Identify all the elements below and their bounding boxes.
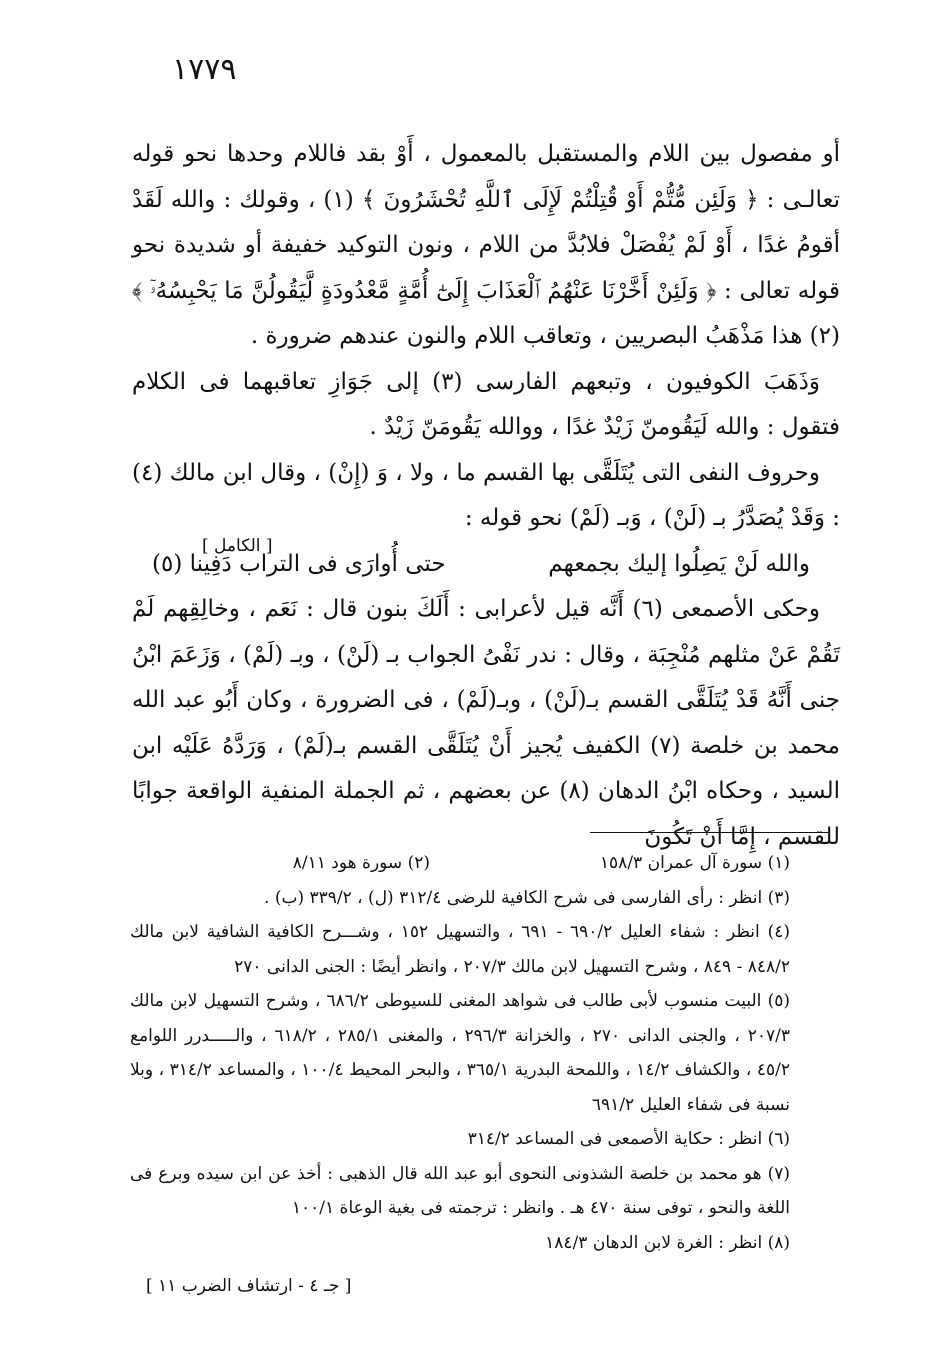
verse-first-hemistich: والله لَنْ يَصِلُوا إليك بجمعهم (548, 550, 810, 577)
paragraph-1: أو مفصول بين اللام والمستقبل بالمعمول ، أَوْ بقد فاللام وحدها نحو قوله تعالـى : ﴿ وَلَئِن مُّتُّمْ أَوْ قُتِلْتُمْ لَإِلَى ٱللَّهِ تُحْشَرُونَ ﴾ (١) ، وقولك : والله لَقَدْ أقومُ غدًا ، أَوْ لَمْ يُفْصَلْ فلابُدَّ من اللام ، ونون التوكيد خفيفة أو شديدة نحو قوله تعالى : ﴿ وَلَئِنْ أَخَّرْنَا عَنْهُمُ ٱلْعَذَابَ إِلَىٰٓ أُمَّةٍ مَّعْدُودَةٍ لَّيَقُولُنَّ مَا يَحْبِسُهُۥٓ ﴾ (٢) هذا مَذْهَبُ البصريين ، وتعاقب اللام والنون عندهم ضرورة . (132, 141, 840, 349)
paragraph-4: وحكى الأصمعى (٦) أَنَّه قيل لأعرابى : أَلَكَ بنون قال : نَعَم ، وخالِقِهم لَمْ تَقُمْ عَنْ مثلهم مُنْجِبَة ، وقال : ندر نَفْىُ الجواب بـ (لَنْ) ، وبـ (لَمْ) ، وَزَعَمَ ابْنُ جنى أَنَّهُ قَدْ يُتَلَقَّى القسم بـ(لَنْ) ، وبـ(لَمْ) ، فى الضرورة ، وكان أَبُو عبد الله محمد بن خلصة (٧) الكفيف يُجيز أَنْ يُتَلَقَّى القسم بـ(لَمْ) ، وَرَدَّهُ عَلَيْه ابن السيد ، وحكاه ابْنُ الدهان (٨) عن بعضهم ، ثم الجملة المنفية الواقعة جوابًا للقسم ، إِمَّا أَنْ تَكُونَ (132, 596, 841, 850)
footnote-6: (٦) انظر : حكاية الأصمعى فى المساعد ٣١٤/٢ (467, 1129, 790, 1149)
footnote-pair-1-2 (130, 846, 790, 881)
footnote-1: (١) سورة آل عمران ١٥٨/٣ (599, 853, 790, 873)
paragraph-3: وحروف النفى التى يُتَلَقَّى بها القسم ما ، ولا ، وَ (إِنْ) ، وقال ابن مالك (٤) : وَقَدْ يُصَدَّرُ بـ (لَنْ) ، وَبـ (لَمْ) نحو قوله : (132, 459, 840, 531)
footnote-5: (٥) البيت منسوب لأبى طالب فى شواهد المغنى للسيوطى ٦٨٦/٢ ، وشرح التسهيل لابن مالك ٢٠٧/٣ ، والجنى الدانى ٢٧٠ ، والخزانة ٢٩٦/٣ ، والمغنى ٢٨٥/١ ، ٦١٨/٢ ، والـــــدرر اللوامع ٤٥/٢ ، والكشاف ١٤/٢ ، واللمحة البدرية ٣٦٥/١ ، والبحر المحيط ١٠٠/٤ ، والمساعد ٣١٤/٢ ، وبلا نسبة فى شفاء العليل ٦٩١/٢ (130, 991, 791, 1115)
footnote-divider (590, 832, 828, 833)
footnote-2: (٢) سورة هود ٨/١١ (292, 853, 430, 873)
footnote-8: (٨) انظر : الغرة لابن الدهان ١٨٤/٣ (545, 1232, 790, 1253)
footnote-4: (٤) انظر : شفاء العليل ٦٩٠/٢ - ٦٩١ ، والتسهيل ١٥٢ ، وشـــرح الكافية الشافية لابن مالك ٨٤٨/٢ - ٨٤٩ ، وشرح التسهيل لابن مالك ٢٠٧/٣ ، وانظر أيضًا : الجنى الدانى ٢٧٠ (130, 922, 790, 977)
paragraph-2: وَذَهَبَ الكوفيون ، وتبعهم الفارسى (٣) إلى جَوَازِ تعاقبهما فى الكلام فتقول : والله لَيَقُومنّ زَيْدٌ غدًا ، ووالله يَقُومَنّ زَيْدٌ . (132, 368, 840, 440)
main-text (132, 132, 840, 860)
verse-second-hemistich: حتى أُوارَى فى التراب دَفِينا (٥) (152, 550, 446, 577)
bottom-reference: [ جـ ٤ - ارتشاف الضرب ١١ ] (146, 1276, 352, 1296)
poetry-verse (132, 542, 840, 588)
meter-label: [ الكامل ] (202, 535, 273, 556)
page-number: ١٧٧٩ (172, 52, 237, 87)
footnote-7: (٧) هو محمد بن خلصة الشذونى النحوى أبو عبد الله قال الذهبى : أخذ عن ابن سيده وبرع فى اللغة والنحو ، توفى سنة ٤٧٠ هـ . وانظر : ترجمته فى بغية الوعاة ١٠٠/١ (130, 1163, 790, 1218)
footnote-3: (٣) انظر : رأى الفارسى فى شرح الكافية للرضى ٣١٢/٤ (ل) ، ٣٣٩/٢ (ب) . (264, 887, 790, 908)
footnotes (130, 846, 790, 1260)
